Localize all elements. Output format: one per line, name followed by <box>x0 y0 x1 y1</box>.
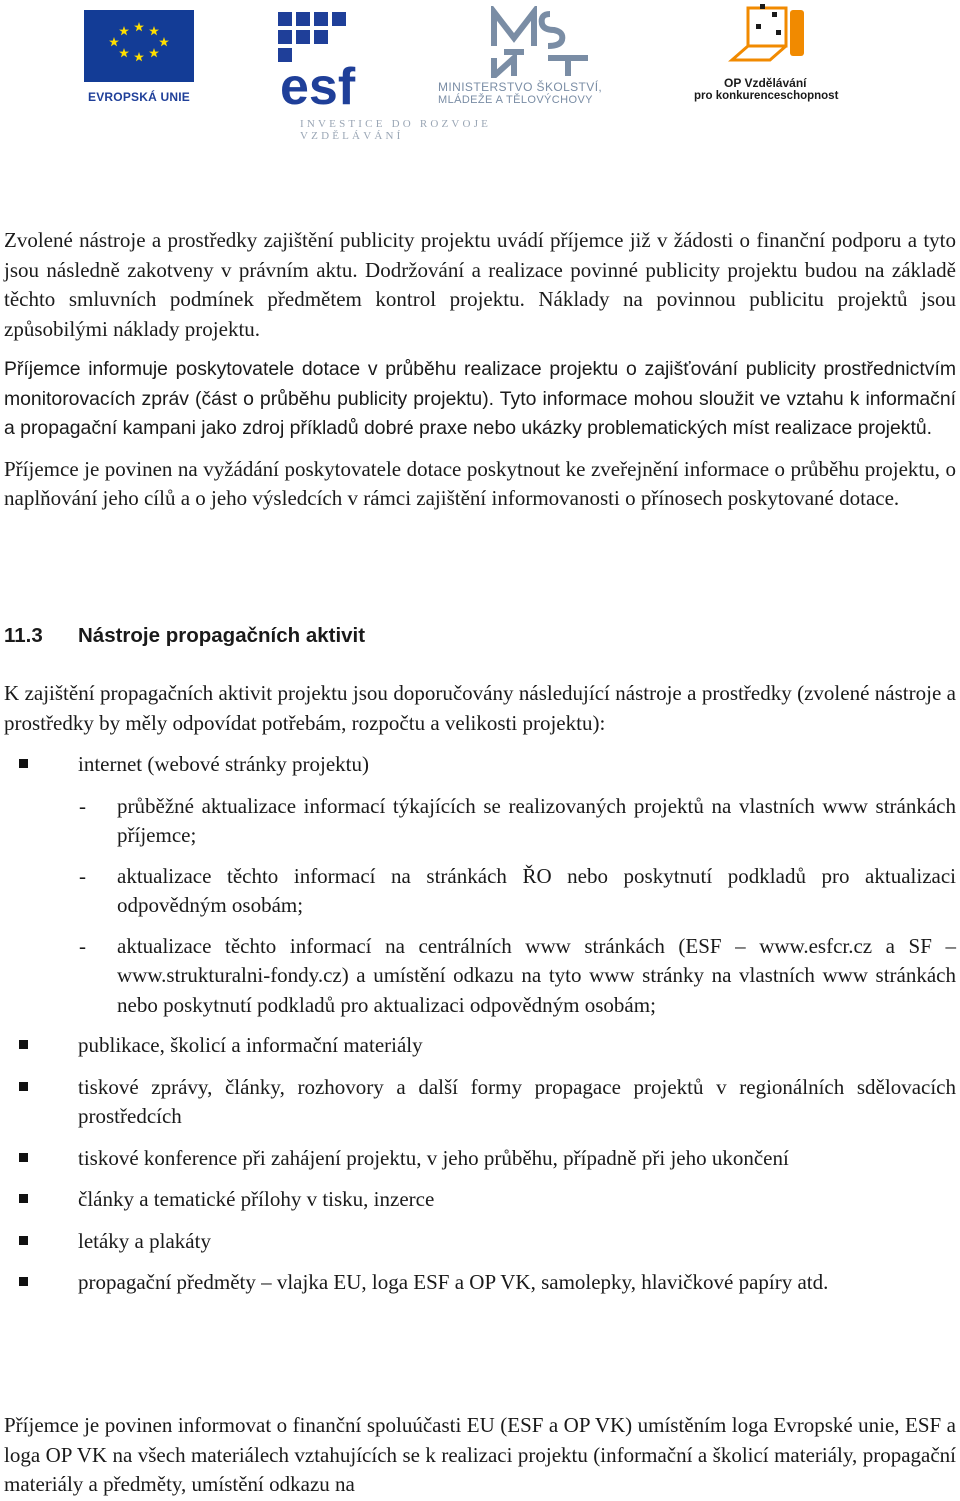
paragraph-2: Příjemce informuje poskytovatele dotace v průběhu realizace projektu o zajišťování publicity prostřednictvím monitorovacích zpráv (část o průběhu publicity projektu). Tyto informace mohou sloužit ve vztahu k informační a propagační kampani jako zdroj příkladů dobré praxe nebo ukázky problematických míst realizace projektů. <box>4 358 956 439</box>
dash-marker: - <box>79 793 86 818</box>
logo-bar <box>0 0 960 140</box>
body-text <box>4 226 956 514</box>
bullet-square-icon <box>19 1082 28 1091</box>
closing-paragraph-wrap <box>4 1411 956 1500</box>
section-intro: K zajištění propagačních aktivit projektu jsou doporučovány následující nástroje a prostředky (zvolené nástroje a prostředky by měly odpovídat potřebám, rozpočtu a velikosti projektu): <box>4 681 956 735</box>
investice-slogan: INVESTICE DO ROZVOJE VZDĚLÁVÁNÍ <box>300 118 492 142</box>
dash-marker: - <box>79 863 86 888</box>
esf-logo <box>278 12 376 108</box>
bullet-square-icon <box>19 1236 28 1245</box>
section-intro-wrap <box>4 679 956 738</box>
sub-list-item: - aktualizace těchto informací na centrálních www stránkách (ESF – www.esfcr.cz a SF – www.strukturalni-fondy.cz) a umístění odkazu na tyto www stránky na vlastních www stránkách nebo poskytnutí podkladů pro aktualizaci odpovědným osobám; <box>79 933 956 1017</box>
list-item: tiskové zprávy, články, rozhovory a další formy propagace projektů v regionálních sdělovacích prostředcích <box>0 1073 956 1132</box>
bullet-square-icon <box>19 1194 28 1203</box>
list-item: propagační předměty – vlajka EU, loga ESF a OP VK, samolepky, hlavičkové papíry atd. <box>0 1268 956 1298</box>
bullet-square-icon <box>19 1040 28 1049</box>
bullet-square-icon <box>19 1277 28 1286</box>
svg-text:esf: esf <box>280 58 356 108</box>
msmt-logo <box>438 6 638 110</box>
bullet-square-icon <box>19 1153 28 1162</box>
bullet-square-icon <box>19 759 28 768</box>
eu-caption: EVROPSKÁ UNIE <box>88 90 190 104</box>
esf-mark-icon <box>278 12 376 108</box>
paragraph-3: Příjemce je povinen na vyžádání poskytovatele dotace poskytnout ke zveřejnění informace o průběhu projektu, o naplňování jeho cílů a o jeho výsledcích v rámci zajištění informovanosti o přínosech poskytované dotace. <box>4 456 956 510</box>
msmt-name-line1: MINISTERSTVO ŠKOLSTVÍ, <box>438 80 603 94</box>
eu-logo <box>84 10 194 110</box>
op-vk-mark-icon <box>690 0 840 76</box>
msmt-name-line2: MLÁDEŽE A TĚLOVÝCHOVY <box>438 94 593 106</box>
section-number: 11.3 <box>4 624 43 647</box>
list-item: letáky a plakáty <box>0 1227 956 1257</box>
section-heading <box>4 624 365 648</box>
list-item: články a tematické přílohy v tisku, inzerce <box>0 1185 956 1215</box>
sub-list-item: - aktualizace těchto informací na stránkách ŘO nebo poskytnutí podkladů pro aktualizaci odpovědným osobám; <box>79 863 956 917</box>
sub-list-item: - průběžné aktualizace informací týkajících se realizovaných projektů na vlastních www stránkách příjemce; <box>79 793 956 847</box>
paragraph-1: Zvolené nástroje a prostředky zajištění publicity projektu uvádí příjemce již v žádosti o finanční podporu a tyto jsou následně zakotveny v právním aktu. Dodržování a realizace povinné publicity projektu budou na základě těchto smluvních podmínek předmětem kontrol projektu. Náklady na povinnou publicitu projektů jsou způsobilými náklady projektu. <box>4 228 956 341</box>
op-vk-subtitle: pro konkurenceschopnost <box>694 90 839 102</box>
closing-paragraph: Příjemce je povinen informovat o finanční spoluúčasti EU (ESF a OP VK) umístěním loga Evropské unie, ESF a loga OP VK na všech materiálech vztahujících se k realizaci projektu (informační a školicí materiály, propagační materiály a předměty, umístění odkazu na <box>4 1413 956 1496</box>
op-vk-logo <box>690 0 840 108</box>
dash-marker: - <box>79 933 86 958</box>
op-vk-title: OP Vzdělávání <box>724 76 807 90</box>
list-item: publikace, školicí a informační materiály <box>0 1031 956 1061</box>
bullet-list <box>0 750 956 1310</box>
list-item: tiskové konference při zahájení projektu, v jeho průběhu, případně při jeho ukončení <box>0 1144 956 1174</box>
section-title: Nástroje propagačních aktivit <box>78 624 366 647</box>
eu-flag-icon <box>84 10 194 82</box>
list-item: internet (webové stránky projektu) <box>0 750 956 780</box>
msmt-mark-icon <box>488 6 598 78</box>
